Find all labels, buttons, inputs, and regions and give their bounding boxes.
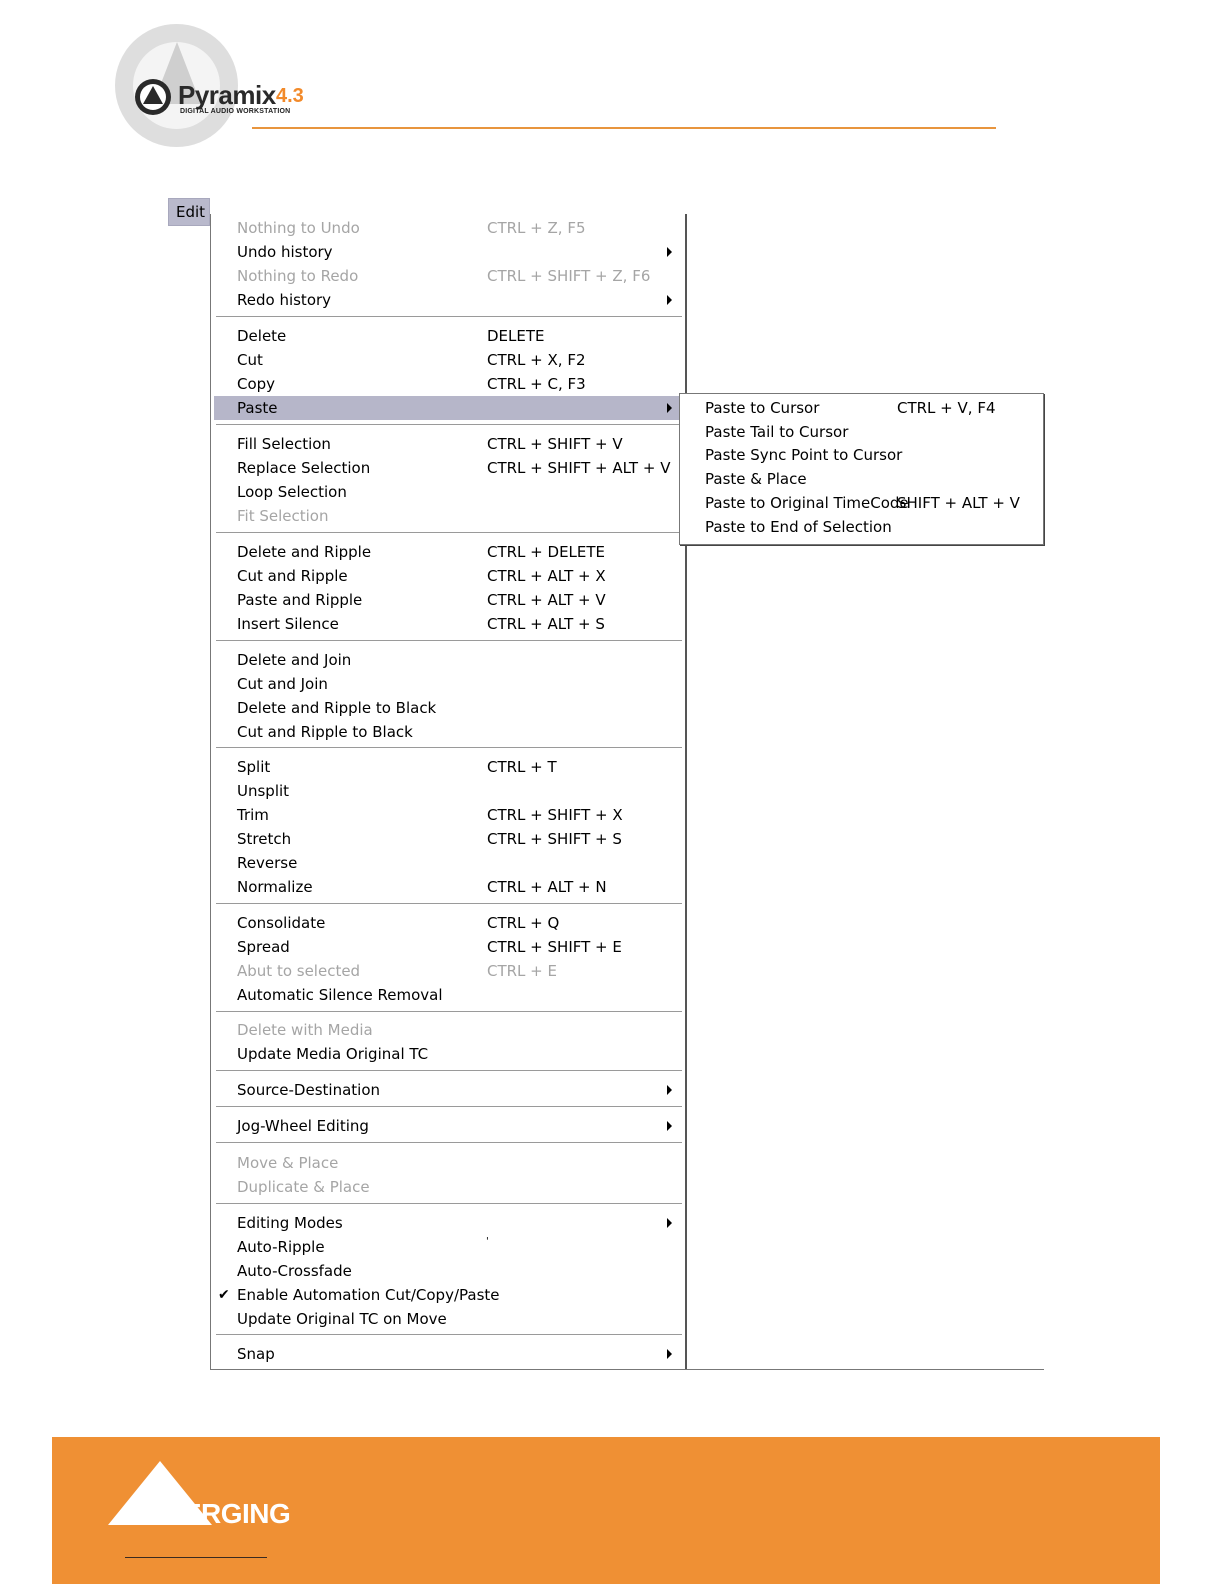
menu-item-paste-and-ripple[interactable] xyxy=(214,588,682,612)
submenu-item-label: Paste Sync Point to Cursor xyxy=(705,446,903,464)
edit-menu-bottom-border xyxy=(210,1369,1044,1370)
menu-item-label: Source-Destination xyxy=(237,1081,381,1099)
menu-item-spread[interactable] xyxy=(214,935,682,959)
menu-item-label: Delete and Ripple xyxy=(237,543,372,561)
menu-separator xyxy=(216,1011,682,1013)
menu-item-label: Update Media Original TC xyxy=(237,1045,429,1063)
menu-item-label: Nothing to Undo xyxy=(237,219,360,237)
menubar-edit[interactable]: Edit xyxy=(168,198,210,226)
submenu-item-label: Paste to Original TimeCode xyxy=(705,494,909,512)
menu-item-cut-and-ripple[interactable] xyxy=(214,564,682,588)
submenu-item-paste-tail-to-cursor[interactable] xyxy=(705,420,1035,444)
menu-item-editing-modes[interactable] xyxy=(214,1211,682,1235)
menu-item-delete[interactable] xyxy=(214,324,682,348)
menu-item-label: Delete xyxy=(237,327,287,345)
menu-item-update-media-original-tc[interactable] xyxy=(214,1042,682,1066)
menu-item-duplicate-and-place[interactable] xyxy=(214,1175,682,1199)
menu-item-shortcut: CTRL + Q xyxy=(487,914,560,932)
menu-item-label: Split xyxy=(237,758,271,776)
submenu-item-paste-to-original-timecode[interactable] xyxy=(705,491,1035,515)
menu-item-shortcut: CTRL + SHIFT + V xyxy=(487,435,623,453)
menu-item-label: Spread xyxy=(237,938,290,956)
submenu-item-label: Paste & Place xyxy=(705,470,807,488)
menu-item-label: Move & Place xyxy=(237,1154,339,1172)
menu-item-move-and-place[interactable] xyxy=(214,1151,682,1175)
menu-item-label: Enable Automation Cut/Copy/Paste xyxy=(237,1286,500,1304)
menu-item-loop-selection[interactable] xyxy=(214,480,682,504)
menu-separator xyxy=(216,747,682,749)
menu-item-cut-and-join[interactable] xyxy=(214,672,682,696)
menu-separator xyxy=(216,1142,682,1144)
menu-item-label: Snap xyxy=(237,1345,275,1363)
submenu-item-label: Paste to End of Selection xyxy=(705,518,892,536)
menu-item-delete-and-join[interactable] xyxy=(214,648,682,672)
menu-separator xyxy=(216,1070,682,1072)
submenu-arrow-icon xyxy=(667,1349,672,1359)
menu-item-label: Loop Selection xyxy=(237,483,347,501)
menu-item-shortcut: CTRL + DELETE xyxy=(487,543,606,561)
menu-item-shortcut: CTRL + SHIFT + S xyxy=(487,830,622,848)
menu-item-snap[interactable] xyxy=(214,1342,682,1366)
menu-item-delete-and-ripple-to-black[interactable] xyxy=(214,696,682,720)
menu-item-shortcut: CTRL + T xyxy=(487,758,557,776)
submenu-arrow-icon xyxy=(667,295,672,305)
menu-item-label: Nothing to Redo xyxy=(237,267,359,285)
menu-item-label: Auto-Ripple xyxy=(237,1238,325,1256)
footer-divider xyxy=(125,1557,267,1558)
menu-separator xyxy=(216,316,682,318)
menu-item-label: Delete and Ripple to Black xyxy=(237,699,437,717)
submenu-item-paste-sync-point-to-cursor[interactable] xyxy=(705,443,1035,467)
menu-item-label: Fill Selection xyxy=(237,435,331,453)
menu-item-label: Consolidate xyxy=(237,914,326,932)
menu-item-label: Replace Selection xyxy=(237,459,371,477)
submenu-item-paste-to-end-of-selection[interactable] xyxy=(705,515,1035,539)
menu-item-label: Reverse xyxy=(237,854,298,872)
menu-item-label: Stretch xyxy=(237,830,292,848)
menu-item-label: Paste xyxy=(237,399,278,417)
menu-separator xyxy=(216,424,682,426)
menu-separator xyxy=(216,640,682,642)
menu-item-fill-selection[interactable] xyxy=(214,432,682,456)
menu-item-label: Undo history xyxy=(237,243,333,261)
edit-menu-border xyxy=(685,214,687,1370)
submenu-arrow-icon xyxy=(667,1085,672,1095)
menu-item-shortcut: DELETE xyxy=(487,327,545,345)
logo-version: 4.3 xyxy=(276,85,304,107)
submenu-item-paste-to-cursor[interactable] xyxy=(705,396,1035,420)
merging-logo-wordmark: MERGING xyxy=(160,1498,291,1529)
menu-item-nothing-to-redo[interactable] xyxy=(214,264,682,288)
menu-separator xyxy=(216,532,682,534)
menu-item-copy[interactable] xyxy=(214,372,682,396)
menu-item-replace-selection[interactable] xyxy=(214,456,682,480)
menu-item-jog-wheel-editing[interactable] xyxy=(214,1114,682,1138)
menu-item-shortcut: CTRL + C, F3 xyxy=(487,375,586,393)
menu-item-source-destination[interactable] xyxy=(214,1078,682,1102)
submenu-item-label: Paste to Cursor xyxy=(705,399,820,417)
menu-item-automatic-silence-removal[interactable] xyxy=(214,983,682,1007)
menu-separator xyxy=(216,1334,682,1336)
menu-item-normalize[interactable] xyxy=(214,875,682,899)
logo-subtitle: DIGITAL AUDIO WORKSTATION xyxy=(180,108,291,115)
menu-item-delete-and-ripple[interactable] xyxy=(214,540,682,564)
logo-wordmark: Pyramix xyxy=(178,80,276,110)
menu-item-redo-history[interactable] xyxy=(214,288,682,312)
menu-item-paste[interactable] xyxy=(214,396,682,420)
menu-item-label: Automatic Silence Removal xyxy=(237,986,443,1004)
menu-separator xyxy=(216,1106,682,1108)
menu-item-label: Redo history xyxy=(237,291,332,309)
menu-item-shortcut: CTRL + ALT + V xyxy=(487,591,606,609)
header-divider xyxy=(252,127,996,129)
submenu-item-shortcut: SHIFT + ALT + V xyxy=(897,494,1020,512)
menu-item-cut[interactable] xyxy=(214,348,682,372)
menu-item-label: Unsplit xyxy=(237,782,290,800)
menu-item-shortcut: CTRL + SHIFT + X xyxy=(487,806,623,824)
menu-item-auto-crossfade[interactable] xyxy=(214,1259,682,1283)
menu-item-label: Insert Silence xyxy=(237,615,339,633)
menu-item-label: Paste and Ripple xyxy=(237,591,363,609)
menu-item-delete-with-media[interactable] xyxy=(214,1018,682,1042)
submenu-item-label: Paste Tail to Cursor xyxy=(705,423,849,441)
menu-item-label: Cut and Ripple to Black xyxy=(237,723,413,741)
menu-item-stretch[interactable] xyxy=(214,827,682,851)
menu-item-abut-to-selected[interactable] xyxy=(214,959,682,983)
menu-separator xyxy=(216,1203,682,1205)
menu-item-shortcut: CTRL + X, F2 xyxy=(487,351,586,369)
menu-item-label: Duplicate & Place xyxy=(237,1178,370,1196)
menu-item-label: Fit Selection xyxy=(237,507,329,525)
submenu-item-paste-and-place[interactable] xyxy=(705,467,1035,491)
menu-item-shortcut: CTRL + E xyxy=(487,962,557,980)
menu-item-trim[interactable] xyxy=(214,803,682,827)
menu-item-shortcut: CTRL + SHIFT + Z, F6 xyxy=(487,267,651,285)
submenu-arrow-icon xyxy=(667,1218,672,1228)
menu-item-unsplit[interactable] xyxy=(214,779,682,803)
submenu-item-shortcut: CTRL + V, F4 xyxy=(897,399,996,417)
submenu-arrow-icon xyxy=(667,1121,672,1131)
menu-item-reverse[interactable] xyxy=(214,851,682,875)
menu-item-label: Editing Modes xyxy=(237,1214,343,1232)
menu-item-shortcut: CTRL + Z, F5 xyxy=(487,219,586,237)
menu-item-label: Delete and Join xyxy=(237,651,352,669)
menu-item-label: Trim xyxy=(237,806,269,824)
menu-item-insert-silence[interactable] xyxy=(214,612,682,636)
menu-item-enable-automation-cut-copy-paste[interactable] xyxy=(214,1283,682,1307)
submenu-arrow-icon xyxy=(667,247,672,257)
menu-item-label: Jog-Wheel Editing xyxy=(237,1117,369,1135)
stray-mark: ' xyxy=(486,1236,489,1247)
menu-item-shortcut: CTRL + ALT + N xyxy=(487,878,607,896)
pyramix-logo-icon xyxy=(133,77,173,117)
checkmark-icon: ✔ xyxy=(218,1287,230,1303)
menu-item-shortcut: CTRL + ALT + X xyxy=(487,567,606,585)
menu-item-label: Delete with Media xyxy=(237,1021,373,1039)
menu-item-label: Auto-Crossfade xyxy=(237,1262,352,1280)
menu-item-label: Cut and Ripple xyxy=(237,567,348,585)
submenu-arrow-icon xyxy=(667,403,672,413)
menu-item-cut-and-ripple-to-black[interactable] xyxy=(214,720,682,744)
menu-item-label: Cut xyxy=(237,351,263,369)
menu-item-split[interactable] xyxy=(214,755,682,779)
menu-item-shortcut: CTRL + SHIFT + ALT + V xyxy=(487,459,671,477)
menu-item-label: Abut to selected xyxy=(237,962,361,980)
menu-item-consolidate[interactable] xyxy=(214,911,682,935)
menu-separator xyxy=(216,903,682,905)
menu-item-label: Normalize xyxy=(237,878,313,896)
menu-item-auto-ripple[interactable] xyxy=(214,1235,682,1259)
menu-item-nothing-to-undo[interactable] xyxy=(214,216,682,240)
menu-item-update-original-tc-on-move[interactable] xyxy=(214,1307,682,1331)
menu-item-label: Cut and Join xyxy=(237,675,328,693)
menu-item-label: Copy xyxy=(237,375,276,393)
menu-item-undo-history[interactable] xyxy=(214,240,682,264)
menu-item-shortcut: CTRL + SHIFT + E xyxy=(487,938,622,956)
menu-item-fit-selection[interactable] xyxy=(214,504,682,528)
menu-item-label: Update Original TC on Move xyxy=(237,1310,447,1328)
menu-item-shortcut: CTRL + ALT + S xyxy=(487,615,605,633)
